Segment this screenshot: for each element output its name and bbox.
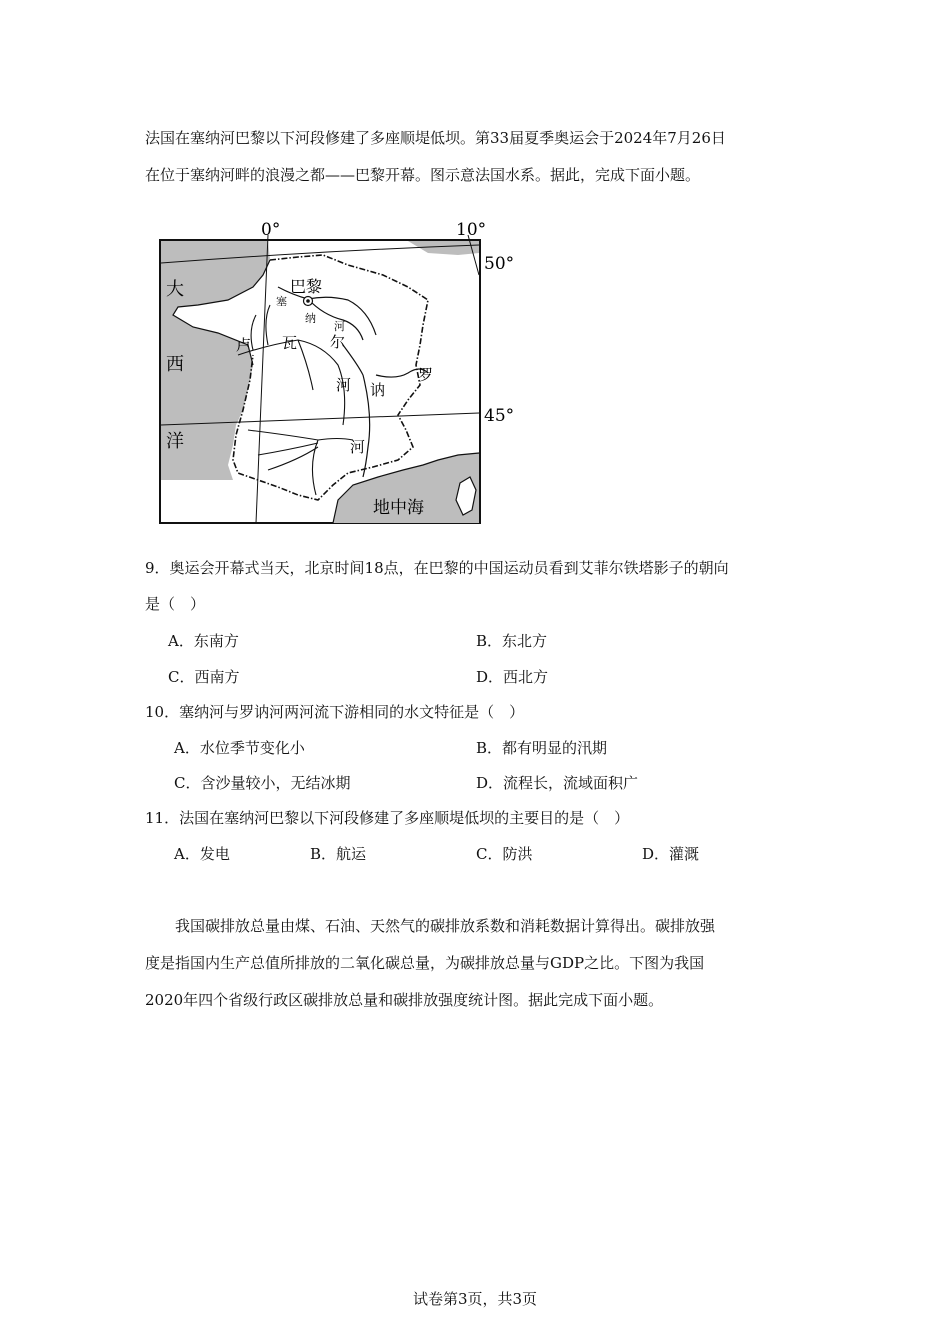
intro-line-1: 法国在塞纳河巴黎以下河段修建了多座顺堤低坝。第33届夏季奥运会于2024年7月26日: [145, 129, 726, 147]
q9-option-b: B．东北方: [476, 632, 548, 650]
paris-label: 巴黎: [290, 277, 323, 296]
question-9-stem: [145, 555, 729, 581]
ocean-char-3: 洋: [166, 431, 184, 452]
loire-char-3: 尔: [330, 333, 346, 351]
intro-line-2: 在位于塞纳河畔的浪漫之都——巴黎开幕。图示意法国水系。据此，完成下面小题。: [145, 166, 701, 184]
loire-char-1: 卢: [236, 336, 252, 354]
rhone-char-1: 罗: [418, 366, 434, 384]
rhone-char-3: 河: [350, 438, 366, 456]
q11-option-a: A．发电: [174, 845, 230, 863]
question-10-stem: 10．塞纳河与罗讷河两河流下游相同的水文特征是（ ）: [145, 703, 525, 721]
lat-45-label: 45°: [484, 406, 515, 426]
loire-char-2: 瓦: [282, 334, 298, 352]
seine-char-1: 塞: [276, 295, 287, 308]
lon-0-label: 0°: [261, 220, 281, 240]
seine-char-2: 纳: [305, 312, 316, 325]
passage-line-3: 2020年四个省级行政区碳排放总量和碳排放强度统计图。据此完成下面小题。: [145, 991, 664, 1009]
intro-paragraph: [145, 120, 805, 194]
carbon-passage: [145, 908, 805, 1019]
q10-option-b: B．都有明显的汛期: [476, 739, 608, 757]
q9-option-c: C．西南方: [168, 668, 240, 686]
question-11-stem: 11．法国在塞纳河巴黎以下河段修建了多座顺堤低坝的主要目的是（ ）: [145, 809, 630, 827]
seine-char-3: 河: [334, 320, 345, 333]
ocean-char-2: 西: [166, 354, 184, 375]
page-footer: 试卷第3页，共3页: [412, 1290, 538, 1308]
q11-option-c: C．防洪: [476, 845, 533, 863]
mediterranean-label: 地中海: [373, 498, 424, 518]
q9-option-a: A．东南方: [168, 632, 239, 650]
loire-char-4: 河: [336, 376, 352, 394]
q9-option-d: D．西北方: [476, 668, 549, 686]
passage-line-1: 我国碳排放总量由煤、石油、天然气的碳排放系数和消耗数据计算得出。碳排放强: [175, 917, 716, 935]
q9-line-1: 9．奥运会开幕式当天，北京时间18点，在巴黎的中国运动员看到艾菲尔铁塔影子的朝向: [145, 559, 729, 577]
france-river-map: [158, 215, 528, 530]
q11-option-b: B．航运: [310, 845, 367, 863]
q11-option-d: D．灌溉: [642, 845, 700, 863]
q10-option-a: A．水位季节变化小: [174, 739, 305, 757]
lon-10-label: 10°: [456, 220, 487, 240]
passage-line-2: 度是指国内生产总值所排放的二氧化碳总量，为碳排放总量与GDP之比。下图为我国: [145, 954, 705, 972]
lat-50-label: 50°: [484, 254, 515, 274]
q10-option-d: D．流程长，流域面积广: [476, 774, 639, 792]
q9-line-2: 是（ ）: [145, 595, 206, 613]
q10-option-c: C．含沙量较小，无结冰期: [174, 774, 351, 792]
rhone-char-2: 讷: [370, 381, 386, 399]
ocean-char-1: 大: [166, 279, 184, 300]
